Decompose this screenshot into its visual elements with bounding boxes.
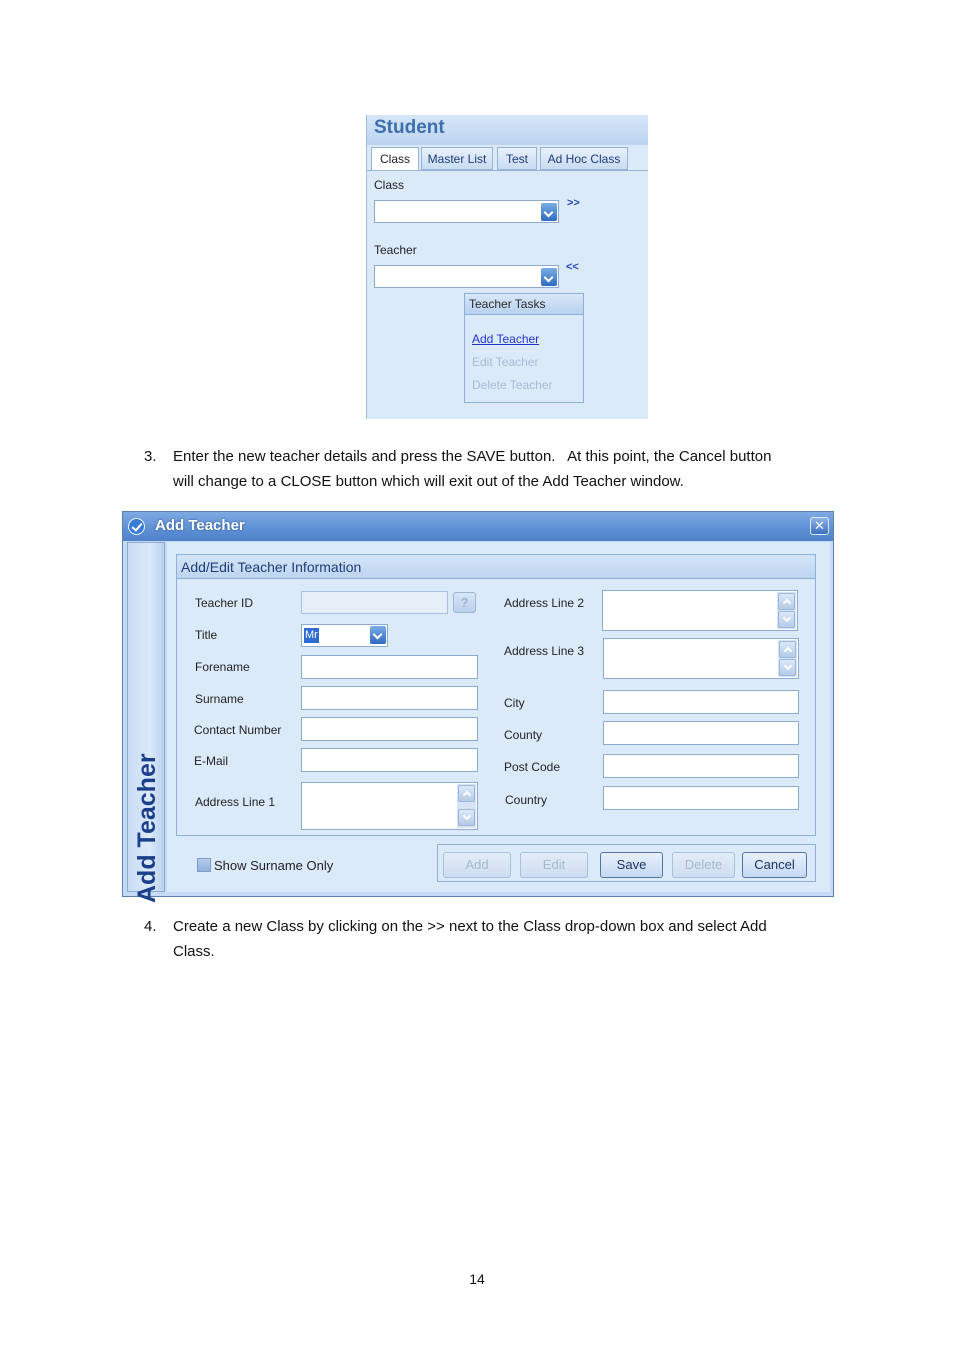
tab-divider <box>367 170 648 171</box>
tab-ad-hoc-class[interactable]: Ad Hoc Class <box>540 147 628 170</box>
scroll-up-icon[interactable] <box>778 593 795 610</box>
title-label: Title <box>195 628 218 642</box>
add-button: Add <box>443 852 511 878</box>
scroll-down-icon[interactable] <box>779 659 796 676</box>
email-label: E-Mail <box>194 754 229 768</box>
help-button[interactable]: ? <box>453 592 476 613</box>
step-3-line-2: will change to a CLOSE button which will exit out of the Add Teacher window. <box>173 473 684 490</box>
student-panel-header <box>367 115 648 145</box>
address-line-1-label: Address Line 1 <box>195 795 276 809</box>
tab-class[interactable]: Class <box>371 147 419 171</box>
contact-number-label: Contact Number <box>194 723 282 737</box>
step-4-line-2: Class. <box>173 943 215 960</box>
teacher-label: Teacher <box>374 243 417 257</box>
teacher-id-field <box>301 591 448 614</box>
address-line-2-scroll[interactable] <box>777 592 796 629</box>
tab-master-list[interactable]: Master List <box>421 147 493 170</box>
student-panel <box>366 115 648 419</box>
surname-label: Surname <box>195 692 244 706</box>
chevron-down-icon[interactable] <box>370 626 386 644</box>
delete-button: Delete <box>672 852 735 878</box>
button-bar <box>437 844 816 882</box>
dialog-title: Add Teacher <box>155 517 245 534</box>
side-banner-title: Add Teacher <box>133 753 161 903</box>
step-4-number: 4. <box>144 918 157 935</box>
close-button[interactable]: ✕ <box>810 517 829 535</box>
delete-teacher-link: Delete Teacher <box>472 378 553 392</box>
address-line-2-field[interactable] <box>602 590 798 631</box>
address-line-3-field[interactable] <box>603 638 799 679</box>
step-4-line-1: Create a new Class by clicking on the >> next to the Class drop-down box and select Add <box>173 918 767 935</box>
group-title: Add/Edit Teacher Information <box>177 555 815 579</box>
class-label: Class <box>374 178 405 192</box>
add-teacher-link[interactable]: Add Teacher <box>472 332 540 346</box>
step-3-line-1: Enter the new teacher details and press the SAVE button. At this point, the Cancel button <box>173 448 772 465</box>
email-field[interactable] <box>301 748 478 772</box>
edit-button: Edit <box>520 852 588 878</box>
forename-label: Forename <box>195 660 250 674</box>
step-3-number: 3. <box>144 448 157 465</box>
dialog-body <box>167 542 830 892</box>
country-label: Country <box>505 793 548 807</box>
address-line-1-field[interactable] <box>301 782 478 830</box>
address-line-2-label: Address Line 2 <box>504 596 585 610</box>
title-dropdown[interactable] <box>301 624 388 647</box>
scroll-down-icon[interactable] <box>458 809 475 826</box>
teacher-info-group <box>176 554 816 836</box>
scroll-down-icon[interactable] <box>778 611 795 628</box>
scroll-up-icon[interactable] <box>458 785 475 802</box>
chevron-down-icon[interactable] <box>541 268 557 286</box>
teacher-tasks-panel <box>464 293 584 403</box>
teacher-id-label: Teacher ID <box>195 596 254 610</box>
surname-field[interactable] <box>301 686 478 710</box>
chevron-down-icon[interactable] <box>541 203 557 221</box>
county-label: County <box>504 728 543 742</box>
checkmark-icon <box>128 518 145 535</box>
address-line-3-scroll[interactable] <box>778 640 797 677</box>
show-surname-only-checkbox[interactable] <box>197 858 211 872</box>
class-dropdown[interactable] <box>374 200 559 223</box>
dialog-titlebar <box>123 512 833 541</box>
add-teacher-dialog <box>122 511 834 903</box>
address-line-1-scroll[interactable] <box>457 784 476 828</box>
scroll-up-icon[interactable] <box>779 641 796 658</box>
post-code-label: Post Code <box>504 760 561 774</box>
county-field[interactable] <box>603 721 799 745</box>
country-field[interactable] <box>603 786 799 810</box>
address-line-3-label: Address Line 3 <box>504 644 585 658</box>
show-surname-only-label: Show Surname Only <box>214 858 334 873</box>
city-label: City <box>504 696 525 710</box>
save-button[interactable]: Save <box>600 852 663 878</box>
page-number: 14 <box>469 1271 485 1287</box>
edit-teacher-link: Edit Teacher <box>472 355 539 369</box>
teacher-dropdown[interactable] <box>374 265 559 288</box>
dialog-side-banner <box>127 542 165 903</box>
teacher-tasks-title: Teacher Tasks <box>465 294 583 315</box>
tab-test[interactable]: Test <box>497 147 537 170</box>
forename-field[interactable] <box>301 655 478 679</box>
city-field[interactable] <box>603 690 799 714</box>
contact-number-field[interactable] <box>301 717 478 741</box>
cancel-button[interactable]: Cancel <box>742 852 807 878</box>
title-value: Mr <box>305 629 318 641</box>
student-panel-title: Student <box>374 117 445 138</box>
class-expand-link[interactable]: >> <box>567 197 580 209</box>
post-code-field[interactable] <box>603 754 799 778</box>
teacher-collapse-link[interactable]: << <box>566 261 579 273</box>
